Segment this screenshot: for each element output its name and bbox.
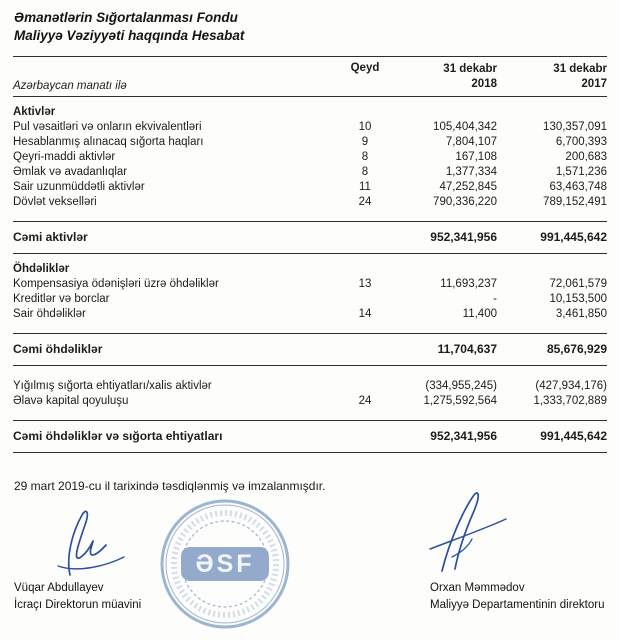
row-value-2018: 167,108 [455,150,497,163]
left-signatory-name: Vüqar Abdullayev [14,581,104,594]
table-row [13,277,607,292]
row-value-2018: 47,252,845 [439,180,497,193]
total-row [13,420,607,453]
row-value-2017: 3,461,850 [555,307,607,320]
table-row [13,292,607,307]
currency-note: Azərbaycan manatı ilə [13,79,127,92]
row-value-2018: 11,400 [462,307,497,320]
row-value-2017: 85,676,929 [546,341,607,356]
column-header-2018-line2: 2018 [471,77,497,90]
table-row [13,150,607,165]
column-header-2018 [397,62,497,92]
document-title-line2: Maliyyə Vəziyyəti haqqında Hesabat [14,27,245,43]
row-value-2017: 72,061,579 [549,277,607,290]
left-signature-ink [48,503,143,583]
row-value-2018: 11,704,637 [437,341,497,356]
total-row [13,333,607,366]
table-row [13,307,607,322]
right-signature-ink [408,487,523,579]
table-row [13,120,607,135]
right-signatory-block [430,580,605,615]
row-value-2018 [397,262,497,277]
row-label: Dövlət vekselləri [13,195,97,208]
row-value-2017: (427,934,176) [535,379,607,392]
row-label: Qeyri-maddi aktivlər [13,150,116,163]
row-value-2018: - [493,292,497,305]
row-label: Kreditlər və borclar [13,292,110,305]
row-note [333,342,397,357]
document-title-line1: Əmanətlərin Sığortalanması Fondu [14,10,238,25]
approval-statement: 29 mart 2019-cu il tarixində təsdiqlənmiş və imzalanmışdır. [14,478,326,493]
row-value-2017 [497,262,607,277]
row-note: 10 [358,120,372,133]
table-row [13,394,607,409]
esf-stamp [158,497,292,631]
row-value-2018 [397,105,497,120]
row-value-2017: 991,445,642 [540,428,607,443]
row-label: Kompensasiya ödənişləri üzrə öhdəliklər [13,277,219,290]
signature-area [0,475,620,640]
table-row [13,135,607,150]
row-note [333,230,397,245]
column-header-2017-line1: 31 dekabr [553,62,607,75]
total-row [13,221,607,254]
column-header-2017-line2: 2017 [581,77,607,90]
statement-table [13,56,607,453]
row-value-2017: 1,333,702,889 [533,394,607,407]
section-header-row [13,105,607,120]
row-label: Əmlak və avadanlıqlar [13,165,128,178]
row-label: Hesablanmış alınacaq sığorta haqları [13,135,204,148]
row-note [333,292,397,307]
row-note: 13 [358,277,372,290]
row-note: 9 [361,135,369,148]
section-label: Aktivlər [13,105,56,118]
row-value-2018: 952,341,956 [430,428,497,443]
table-row [13,379,607,394]
row-note [333,262,397,277]
row-value-2017: 63,463,748 [549,180,607,193]
left-signatory-title: İcraçı Direktorun müavini [14,598,142,611]
row-value-2018: (334,955,245) [425,379,497,392]
row-value-2017: 10,153,500 [549,292,607,305]
row-label: Cəmi öhdəliklər [13,341,103,356]
row-value-2017: 991,445,642 [540,229,607,244]
row-label: Yığılmış sığorta ehtiyatları/xalis aktivlər [13,379,212,392]
row-value-2017: 130,357,091 [543,120,607,133]
right-signatory-name: Orxan Məmmədov [430,581,525,594]
section-label: Öhdəliklər [13,262,70,275]
section-header-row [13,262,607,277]
row-note: 11 [359,180,371,193]
row-label: Əlavə kapital qoyuluşu [13,394,129,407]
left-signatory-block [14,580,141,615]
row-value-2018: 952,341,956 [430,229,497,244]
table-row [13,180,607,195]
row-value-2018: 7,804,107 [445,135,497,148]
row-note: 24 [358,195,372,208]
table-row [13,165,607,180]
right-signatory-title: Maliyyə Departamentinin direktoru [430,598,605,611]
row-value-2017 [497,105,607,120]
column-header-2018-line1: 31 dekabr [443,62,497,75]
table-header-row [13,56,607,97]
row-note: 24 [358,394,372,407]
row-note [333,429,397,444]
row-label: Sair öhdəliklər [13,307,86,320]
row-value-2018: 105,404,342 [433,120,497,133]
row-value-2017: 200,683 [565,150,607,163]
row-value-2018: 11,693,237 [440,277,497,290]
row-value-2018: 1,377,334 [445,165,497,178]
row-value-2018: 790,336,220 [433,195,497,208]
row-value-2017: 6,700,393 [555,135,607,148]
row-value-2017: 1,571,236 [555,165,607,178]
row-label: Cəmi aktivlər [13,229,88,244]
row-label: Cəmi öhdəliklər və sığorta ehtiyatları [13,428,223,443]
column-header-note: Qeyd [350,61,380,74]
document-title [0,0,620,45]
row-note: 14 [358,307,372,320]
row-value-2017: 789,152,491 [543,195,607,208]
column-header-2017 [497,62,607,92]
row-label: Pul vəsaitləri və onların ekvivalentləri [13,120,202,133]
row-note [333,379,397,394]
row-note: 8 [361,165,369,178]
stamp-text: ƏSF [195,550,255,578]
row-note: 8 [361,150,369,163]
table-row [13,195,607,210]
row-note [333,105,397,120]
row-label: Sair uzunmüddətli aktivlər [13,180,145,193]
row-value-2018: 1,275,592,564 [423,394,497,407]
